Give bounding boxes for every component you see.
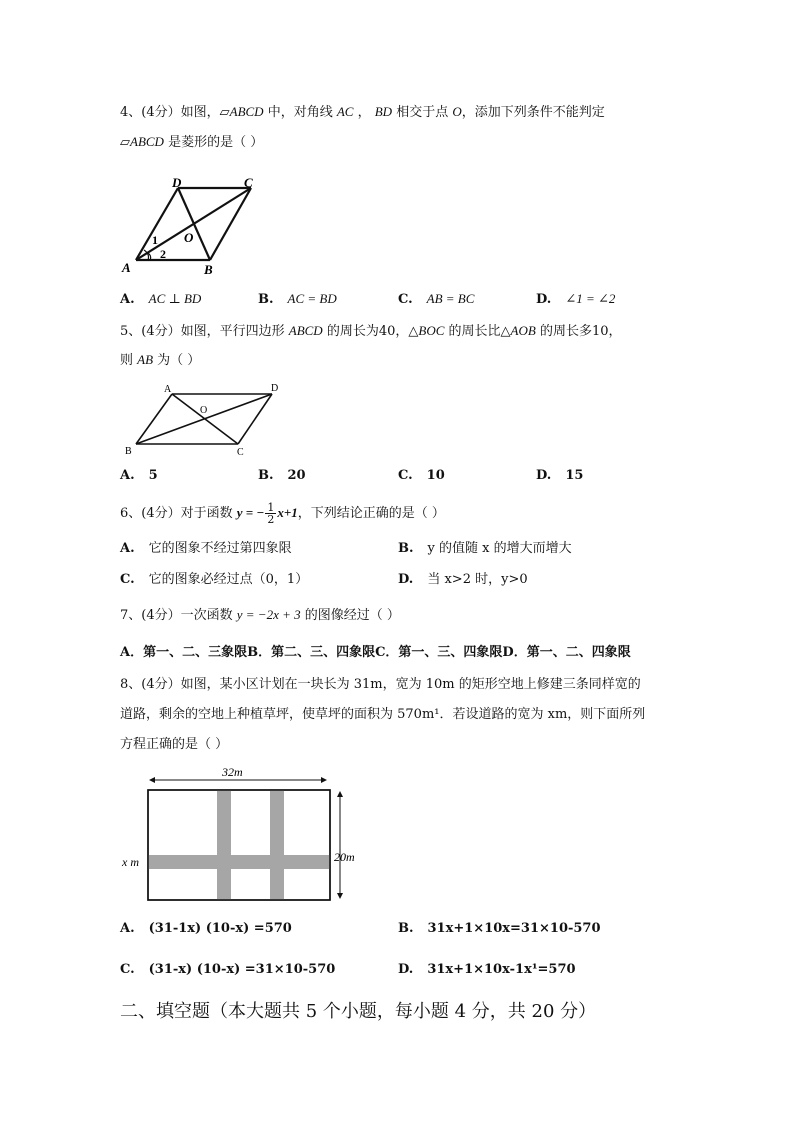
- q6-option-a[interactable]: A. 它的图象不经过第四象限: [120, 541, 292, 556]
- q4-option-c[interactable]: C. AB = BC: [398, 291, 475, 307]
- q8-road-vertical-1: [217, 790, 231, 900]
- q6-option-d[interactable]: D. 当 x>2 时，y>0: [398, 572, 528, 587]
- q6-stem: 6、(4分）对于函数 y = − $\frac{1}{2}$ x+1，下列结论正确的是（ ）: [120, 501, 445, 526]
- q7-stem: 7、(4分）一次函数 y = −2x + 3 的图像经过（ ）: [120, 607, 400, 623]
- q4-figure-parallelogram: [118, 178, 268, 278]
- parallelogram-symbol: ▱ABCD: [219, 104, 264, 119]
- q7-options[interactable]: A．第一、二、三象限B．第二、三、四象限C．第一、三、四象限D．第一、二、四象限: [120, 645, 631, 660]
- q8-option-c[interactable]: C. (31-x) (10-x) =31×10-570: [120, 962, 336, 977]
- q8-figure-field: [118, 760, 368, 906]
- q5-label-D: D: [271, 383, 279, 394]
- q5-label-C: C: [237, 447, 244, 458]
- q4-stem-line1: 4、(4分）如图，▱ABCD 中，对角线 AC ， BD 相交于点 O，添加下列条件不能判定: [120, 104, 605, 120]
- q8-stem-line2: 道路，剩余的空地上种植草坪，使草坪的面积为 570m¹．若设道路的宽为 xm，则下面所列: [120, 707, 646, 722]
- q8-option-b[interactable]: B. 31x+1×10x=31×10-570: [398, 921, 601, 936]
- q8-stem-line3: 方程正确的是（ ）: [120, 737, 229, 752]
- q4-label-D: D: [172, 178, 182, 190]
- q4-option-b[interactable]: B. AC = BD: [258, 291, 337, 307]
- q5-option-a[interactable]: A. 5: [120, 468, 158, 483]
- q4-label-B: B: [204, 262, 213, 277]
- q5-label-O: O: [200, 405, 208, 416]
- section-heading-fill-in: 二、填空题（本大题共 5 个小题，每小题 4 分，共 20 分）: [120, 1001, 597, 1022]
- q5-label-A: A: [164, 384, 172, 395]
- q8-stem-line1: 8、(4分）如图，某小区计划在一块长为 31m，宽为 10m 的矩形空地上修建三条同样宽的: [120, 677, 641, 692]
- q5-option-b[interactable]: B. 20: [258, 468, 306, 483]
- q6-option-b[interactable]: B. y 的值随 x 的增大而增大: [398, 541, 572, 556]
- q8-label-width: 20m: [334, 850, 355, 864]
- q6-fraction: $\frac{1}{2}$: [267, 501, 275, 526]
- q5-option-d[interactable]: D. 15: [536, 468, 584, 483]
- q8-road-horizontal: [148, 855, 330, 869]
- q8-option-d[interactable]: D. 31x+1×10x-1x¹=570: [398, 962, 576, 977]
- q4-stem-line2: ▱ABCD 是菱形的是（ ）: [120, 134, 264, 150]
- q4-label-O: O: [184, 230, 194, 245]
- q8-option-a[interactable]: A. (31-1x) (10-x) =570: [120, 921, 292, 936]
- q5-label-B: B: [125, 446, 132, 457]
- q8-label-length: 32m: [222, 765, 243, 779]
- q4-label-C: C: [244, 178, 253, 190]
- q8-road-vertical-2: [270, 790, 284, 900]
- q4-option-d[interactable]: D. ∠1 = ∠2: [536, 291, 616, 307]
- q4-label-2: 2: [160, 247, 166, 261]
- q5-stem-line1: 5、(4分）如图，平行四边形 ABCD 的周长为40，△BOC 的周长比△AOB 的周长多10，: [120, 323, 622, 339]
- q8-label-road-width: x m: [122, 855, 139, 869]
- q5-figure-parallelogram: [120, 380, 290, 458]
- q5-stem-line2: 则 AB 为（ ）: [120, 352, 201, 368]
- q5-option-c[interactable]: C. 10: [398, 468, 445, 483]
- q4-option-a[interactable]: A. AC ⊥ BD: [120, 291, 202, 307]
- q4-label-A: A: [122, 260, 131, 275]
- q6-option-c[interactable]: C. 它的图象必经过点（0，1）: [120, 572, 309, 587]
- q4-label-1: 1: [152, 233, 158, 247]
